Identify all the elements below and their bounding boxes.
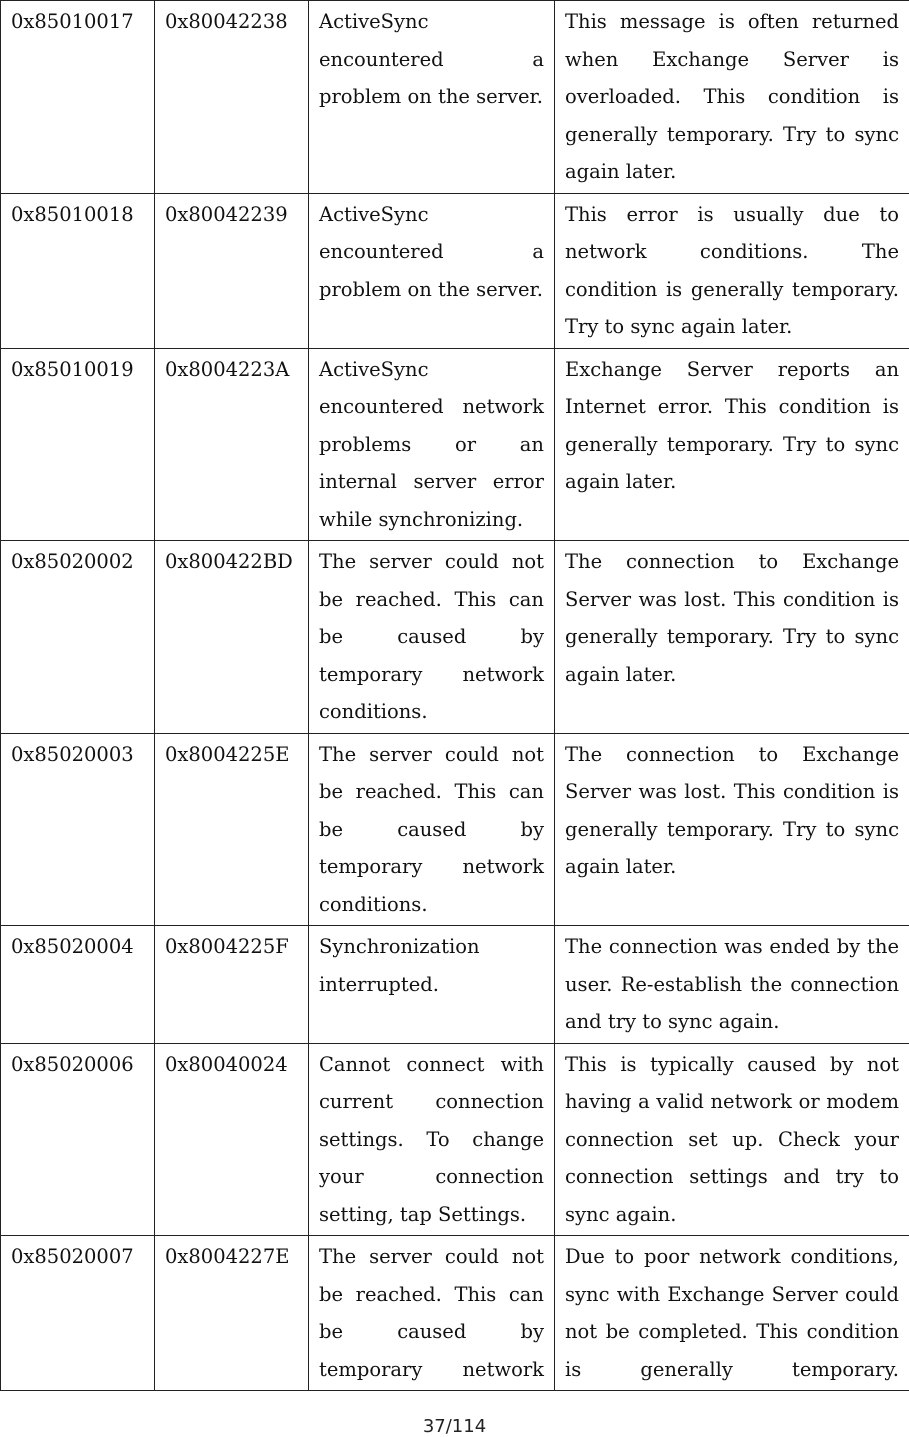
error-resolution: Exchange Server reports an Internet error. This condition is generally temporary. Try to sync again later. xyxy=(555,348,909,541)
error-resolution: The connection was ended by the user. Re-establish the connection and try to sync again. xyxy=(555,926,909,1044)
table-row xyxy=(1,1,909,194)
table-row xyxy=(1,193,909,348)
error-code-secondary: 0x80040024 xyxy=(155,1043,309,1236)
error-message: ActiveSync encountered network problems or an internal server error while synchronizing. xyxy=(309,348,555,541)
error-message: The server could not be reached. This can be caused by temporary network xyxy=(309,1236,555,1391)
table-row xyxy=(1,1236,909,1391)
table-row xyxy=(1,733,909,926)
error-code-secondary: 0x8004227E xyxy=(155,1236,309,1391)
error-message: Cannot connect with current connection settings. To change your connection setting, tap Settings. xyxy=(309,1043,555,1236)
error-code-primary: 0x85010019 xyxy=(1,348,155,541)
error-code-secondary: 0x80042238 xyxy=(155,1,309,194)
error-code-primary: 0x85020006 xyxy=(1,1043,155,1236)
page-number: 37/114 xyxy=(422,1416,487,1437)
error-message: Synchronization interrupted. xyxy=(309,926,555,1044)
error-resolution: This is typically caused by not having a valid network or modem connection set up. Check your connection settings and try to sync again. xyxy=(555,1043,909,1236)
error-code-secondary: 0x8004225E xyxy=(155,733,309,926)
error-code-primary: 0x85010017 xyxy=(1,1,155,194)
error-code-secondary: 0x8004225F xyxy=(155,926,309,1044)
table-row xyxy=(1,1043,909,1236)
error-resolution: This error is usually due to network conditions. The condition is generally temporary. Try to sync again later. xyxy=(555,193,909,348)
table-row xyxy=(1,926,909,1044)
error-code-primary: 0x85020002 xyxy=(1,541,155,734)
table-row xyxy=(1,348,909,541)
error-message: ActiveSync encountered a problem on the server. xyxy=(309,193,555,348)
error-resolution: The connection to Exchange Server was lost. This condition is generally temporary. Try to sync again later. xyxy=(555,541,909,734)
error-code-primary: 0x85020003 xyxy=(1,733,155,926)
error-resolution: Due to poor network conditions, sync with Exchange Server could not be completed. This condition is generally temporary. xyxy=(555,1236,909,1391)
error-code-secondary: 0x80042239 xyxy=(155,193,309,348)
error-message: The server could not be reached. This can be caused by temporary network conditions. xyxy=(309,733,555,926)
error-resolution: The connection to Exchange Server was lost. This condition is generally temporary. Try to sync again later. xyxy=(555,733,909,926)
error-code-primary: 0x85010018 xyxy=(1,193,155,348)
error-code-primary: 0x85020007 xyxy=(1,1236,155,1391)
error-message: ActiveSync encountered a problem on the server. xyxy=(309,1,555,194)
error-resolution: This message is often returned when Exchange Server is overloaded. This condition is generally temporary. Try to sync again later. xyxy=(555,1,909,194)
error-code-primary: 0x85020004 xyxy=(1,926,155,1044)
table-row xyxy=(1,541,909,734)
error-message: The server could not be reached. This can be caused by temporary network conditions. xyxy=(309,541,555,734)
error-code-secondary: 0x800422BD xyxy=(155,541,309,734)
error-code-secondary: 0x8004223A xyxy=(155,348,309,541)
